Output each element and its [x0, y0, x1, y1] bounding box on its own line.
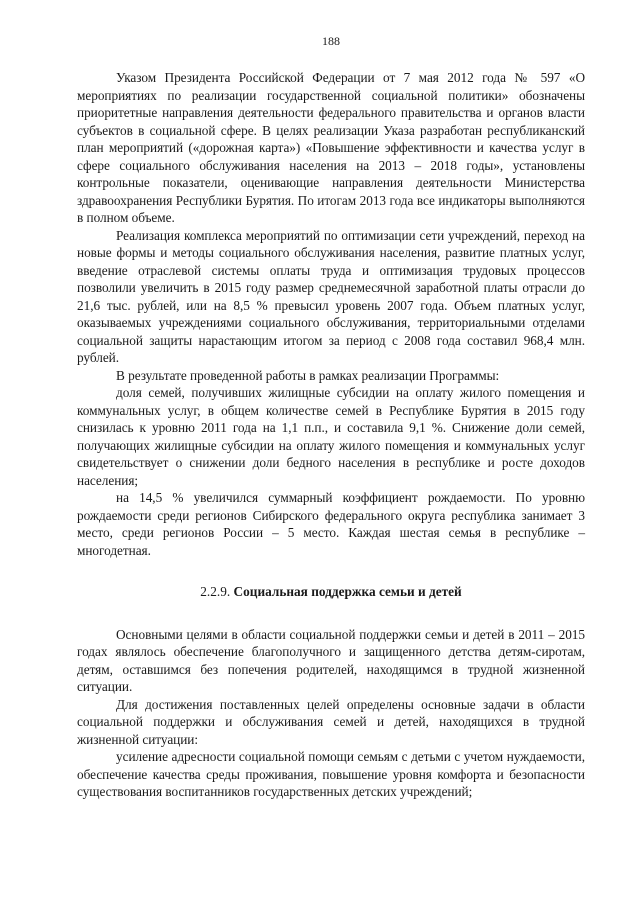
paragraph-main-tasks: Для достижения поставленных целей определены основные задачи в области социальной поддержки и обслуживания семей и детей, находящихся в трудной жизненной ситуации:	[77, 696, 585, 747]
page-number: 188	[322, 34, 340, 48]
document-page	[77, 34, 585, 801]
paragraph-program-results-intro: В результате проведенной работы в рамках реализации Программы:	[116, 367, 500, 383]
paragraph-optimization-measures: Реализация комплекса мероприятий по оптимизации сети учреждений, переход на новые формы и методы социального обслуживания населения, развитие платных услуг, введение отраслевой системы оплаты труда и оптимизация трудовых процессов позволили увеличить в 2015 году размер среднемесячной заработной платы отрасли до 21,6 тыс. рублей, или на 8,5 % превысил уровень 2007 года. Объем платных услуг, оказываемых учреждениями социального обслуживания, территориальными отделами социальной защиты нарастающим итогом за период с 2008 года составил 968,4 млн. рублей.	[77, 227, 585, 365]
paragraph-targeted-assistance: усиление адресности социальной помощи семьям с детьми с учетом нуждаемости, обеспечение качества среды проживания, повышение уровня комфорта и безопасности существования воспитанников государственных детских учреждений;	[77, 749, 585, 799]
paragraph-presidential-decree: Указом Президента Российской Федерации от 7 мая 2012 года № 597 «О мероприятиях по реализации государственной социальной политики» обозначены приоритетные направления деятельности федерального правительства и органов власти субъектов в социальной сфере. В целях реализации Указа разработан республиканский план мероприятий («дорожная карта») «Повышение эффективности и качества услуг в сфере социального обслуживания населения на 2013 – 2018 годы», установлены контрольные показатели, оценивающие направления деятельности Министерства здравоохранения Республики Бурятия. По итогам 2013 года все индикаторы выполняются в полном объеме.	[77, 70, 585, 225]
section-title: Социальная поддержка семьи и детей	[233, 584, 462, 599]
paragraph-birth-rate: на 14,5 % увеличился суммарный коэффициент рождаемости. По уровню рождаемости среди регионов Сибирского федерального округа республика занимает 3 место, среди регионов России – 5 место. Каждая шестая семья в республике – многодетная.	[77, 490, 585, 558]
section-number: 2.2.9.	[200, 584, 231, 599]
paragraph-housing-subsidies: доля семей, получивших жилищные субсидии на оплату жилого помещения и коммунальных услуг, в общем количестве семей в Республике Бурятия в 2015 году снизилась к уровню 2011 года на 1,1 п.п., и составила 9,1 %. Снижение доли семей, получающих жилищные субсидии на оплату жилого помещения и коммунальных услуг свидетельствует о снижении доли бедного населения в республике и росте доходов населения;	[77, 385, 585, 488]
section-heading	[77, 583, 585, 601]
paragraph-main-goals: Основными целями в области социальной поддержки семьи и детей в 2011 – 2015 годах являлось обеспечение благополучного и защищенного детства детям-сиротам, детям, оставшимся без попечения родителей, находящимся в трудной жизненной ситуации.	[77, 626, 585, 694]
